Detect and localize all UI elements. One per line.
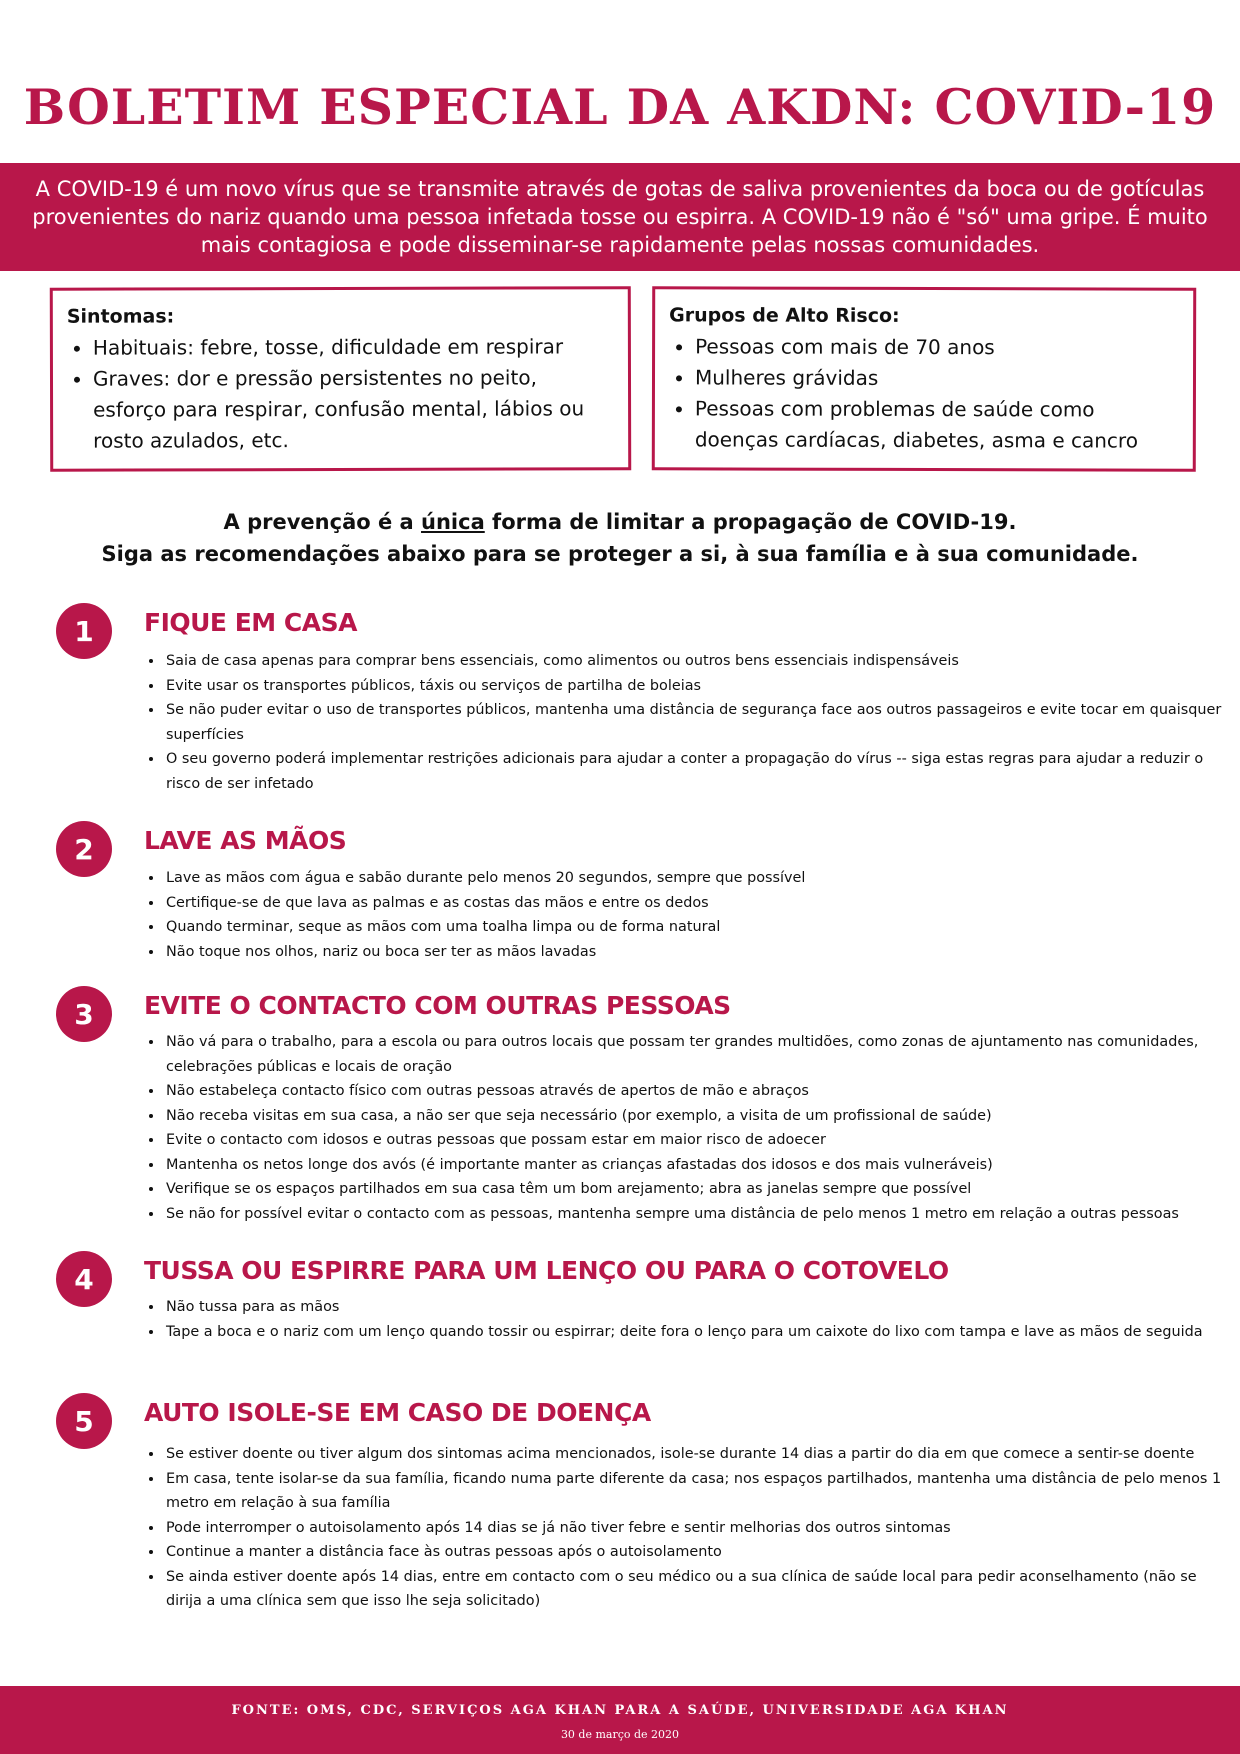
list-item: • Não estabeleça contacto físico com outras pessoas através de apertos de mão e abraços	[164, 1079, 1224, 1104]
symptoms-list	[67, 331, 614, 456]
risk-groups-item: • Pessoas com problemas de saúde como doenças cardíacas, diabetes, asma e cancro	[695, 393, 1179, 456]
list-item: • Se não for possível evitar o contacto com as pessoas, mantenha sempre uma distância de pelo menos 1 metro em relação a outras pessoas	[164, 1202, 1224, 1227]
prevention-line-1	[0, 506, 1240, 538]
list-item: • Tape a boca e o nariz com um lenço quando tossir ou espirrar; deite fora o lenço para um caixote do lixo com tampa e lave as mãos de seguida	[164, 1320, 1224, 1345]
section-title: TUSSA OU ESPIRRE PARA UM LENÇO OU PARA O COTOVELO	[144, 1256, 949, 1285]
list-item: • Se não puder evitar o uso de transportes públicos, mantenha uma distância de segurança face aos outros passageiros e evite tocar em quaisquer superfícies	[164, 698, 1224, 747]
section-number-badge: 3	[56, 986, 112, 1042]
symptoms-item: • Habituais: febre, tosse, dificuldade em respirar	[93, 331, 614, 363]
list-item: • Continue a manter a distância face às outras pessoas após o autoisolamento	[164, 1540, 1224, 1565]
list-item: • Se estiver doente ou tiver algum dos sintomas acima mencionados, isole-se durante 14 dias a partir do dia em que comece a sentir-se doente	[164, 1442, 1224, 1467]
symptoms-title: Sintomas:	[66, 305, 175, 328]
section-list	[145, 1442, 1224, 1614]
section-title: LAVE AS MÃOS	[144, 826, 347, 855]
section-number-badge: 2	[56, 821, 112, 877]
list-item: • Não toque nos olhos, nariz ou boca ser ter as mãos lavadas	[164, 940, 1224, 965]
section-list	[145, 1030, 1224, 1226]
list-item: • Não vá para o trabalho, para a escola ou para outros locais que possam ter grandes multidões, como zonas de ajuntamento nas comunidades, celebrações públicas e locais de oração	[164, 1030, 1224, 1079]
list-item: • Não receba visitas em sua casa, a não ser que seja necessário (por exemplo, a visita de um profissional de saúde)	[164, 1104, 1224, 1129]
list-item: • Evite o contacto com idosos e outras pessoas que possam estar em maior risco de adoecer	[164, 1128, 1224, 1153]
prevention-statement	[0, 506, 1240, 570]
risk-groups-item: • Pessoas com mais de 70 anos	[695, 331, 1179, 363]
section-title: FIQUE EM CASA	[144, 608, 357, 637]
risk-groups-list	[669, 331, 1179, 456]
section-list	[145, 649, 1224, 796]
list-item: • O seu governo poderá implementar restrições adicionais para ajudar a conter a propagação do vírus -- siga estas regras para ajudar a reduzir o risco de ser infetado	[164, 747, 1224, 796]
list-item: • Certifique-se de que lava as palmas e as costas das mãos e entre os dedos	[164, 891, 1224, 916]
risk-groups-box	[652, 286, 1196, 471]
prevention-emphasis: única	[421, 510, 485, 534]
intro-banner	[0, 163, 1240, 271]
list-item: • Saia de casa apenas para comprar bens essenciais, como alimentos ou outros bens essenciais indispensáveis	[164, 649, 1224, 674]
list-item: • Pode interromper o autoisolamento após 14 dias se já não tiver febre e sentir melhorias dos outros sintomas	[164, 1516, 1224, 1541]
symptoms-item: • Graves: dor e pressão persistentes no peito, esforço para respirar, confusão mental, lábios ou rosto azulados, etc.	[93, 362, 614, 456]
section-number-badge: 1	[56, 603, 112, 659]
section-list	[145, 866, 1224, 964]
list-item: • Quando terminar, seque as mãos com uma toalha limpa ou de forma natural	[164, 915, 1224, 940]
list-item: • Lave as mãos com água e sabão durante pelo menos 20 segundos, sempre que possível	[164, 866, 1224, 891]
prevention-text: forma de limitar a propagação de COVID-19.	[484, 510, 1017, 534]
symptoms-box	[50, 286, 631, 472]
footer-date: 30 de março de 2020	[560, 1728, 680, 1741]
list-item: • Se ainda estiver doente após 14 dias, entre em contacto com o seu médico ou a sua clínica de saúde local para pedir aconselhamento (não se dirija a uma clínica sem que isso lhe seja solicitado)	[164, 1565, 1224, 1614]
section-number-badge: 5	[56, 1393, 112, 1449]
list-item: • Mantenha os netos longe dos avós (é importante manter as crianças afastadas dos idosos e dos mais vulneráveis)	[164, 1153, 1224, 1178]
list-item: • Verifique se os espaços partilhados em sua casa têm um bom arejamento; abra as janelas sempre que possível	[164, 1177, 1224, 1202]
risk-groups-title: Grupos de Alto Risco:	[669, 304, 900, 327]
prevention-line-2: Siga as recomendações abaixo para se proteger a si, à sua família e à sua comunidade.	[101, 542, 1139, 566]
prevention-text: A prevenção é a	[223, 510, 422, 534]
intro-text: A COVID-19 é um novo vírus que se transmite através de gotas de saliva provenientes da boca ou de gotículas provenientes do nariz quando uma pessoa infetada tosse ou espirra. A COVID-19 não é "só" uma gripe. É muito mais contagiosa e pode disseminar-se rapidamente pelas nossas comunidades.	[32, 177, 1208, 257]
section-title: AUTO ISOLE-SE EM CASO DE DOENÇA	[144, 1398, 651, 1427]
risk-groups-item: • Mulheres grávidas	[695, 362, 1179, 394]
section-number-badge: 4	[56, 1251, 112, 1307]
page-title: BOLETIM ESPECIAL DA AKDN: COVID-19	[23, 78, 1217, 136]
footer	[0, 1686, 1240, 1754]
list-item: • Em casa, tente isolar-se da sua família, ficando numa parte diferente da casa; nos espaços partilhados, mantenha uma distância de pelo menos 1 metro em relação à sua família	[164, 1467, 1224, 1516]
section-title: EVITE O CONTACTO COM OUTRAS PESSOAS	[144, 991, 731, 1020]
list-item: • Evite usar os transportes públicos, táxis ou serviços de partilha de boleias	[164, 674, 1224, 699]
section-list	[145, 1295, 1224, 1344]
list-item: • Não tussa para as mãos	[164, 1295, 1224, 1320]
footer-source: FONTE: OMS, CDC, SERVIÇOS AGA KHAN PARA A SAÚDE, UNIVERSIDADE AGA KHAN	[231, 1703, 1009, 1718]
